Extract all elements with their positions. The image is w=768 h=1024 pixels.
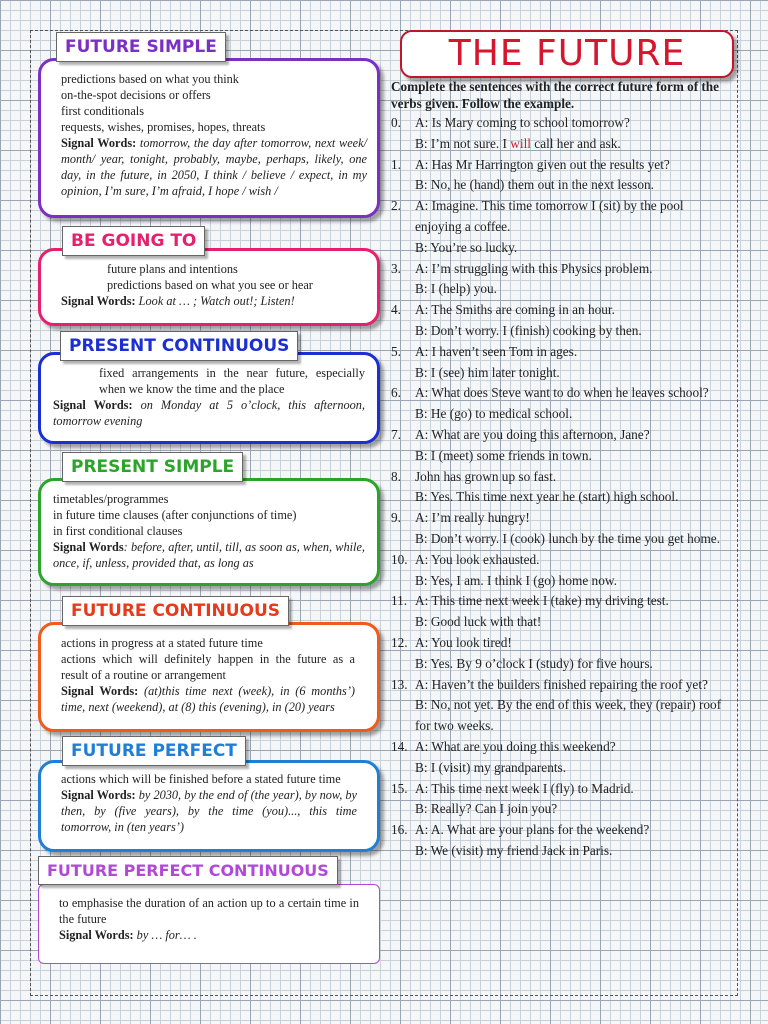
exercise-number: 9. bbox=[391, 510, 401, 526]
signal-label: Signal Words: bbox=[61, 684, 139, 698]
speaker-a-line: A: I’m really hungry! bbox=[415, 510, 530, 526]
exercise-item bbox=[391, 737, 731, 779]
future-simple-box bbox=[38, 58, 380, 218]
speaker-a-line: A: Imagine. This time tomorrow I (sit) by the pool enjoying a coffee. bbox=[415, 198, 684, 234]
exercise-item bbox=[391, 342, 731, 384]
list-item: predictions based on what you see or hear bbox=[107, 278, 313, 292]
future-perfect-box bbox=[38, 760, 380, 852]
speaker-a-line: A: What does Steve want to do when he leaves school? bbox=[415, 385, 709, 401]
speaker-b-line: B: Yes. By 9 o’clock I (study) for five hours. bbox=[415, 655, 653, 671]
list-item: in future time clauses (after conjunctions of time) bbox=[53, 508, 297, 522]
list-item: requests, wishes, promises, hopes, threats bbox=[61, 120, 266, 134]
signal-label: Signal Words: bbox=[61, 294, 136, 308]
list-item: future plans and intentions bbox=[107, 262, 238, 276]
be-going-to-box bbox=[38, 248, 380, 326]
speaker-b-line: B: I (see) him later tonight. bbox=[415, 364, 560, 380]
exercise-item bbox=[391, 467, 731, 509]
speaker-a-line: A: I haven’t seen Tom in ages. bbox=[415, 343, 578, 359]
exercise-item bbox=[391, 383, 731, 425]
speaker-a-line: A: This time next week I (take) my driving test. bbox=[415, 593, 669, 609]
speaker-b-line: B: Good luck with that! bbox=[415, 614, 542, 630]
speaker-a-line: A: This time next week I (fly) to Madrid. bbox=[415, 780, 634, 796]
exercise-number: 5. bbox=[391, 343, 401, 359]
speaker-b-line: B: No, not yet. By the end of this week, they (repair) roof for two weeks. bbox=[415, 697, 722, 734]
answer-suffix: call her and ask. bbox=[530, 135, 621, 151]
exercise-item bbox=[391, 820, 731, 862]
speaker-a-line: A: What are you doing this afternoon, Jane? bbox=[415, 426, 650, 442]
future-perfect-continuous-box bbox=[38, 884, 380, 964]
speaker-a-line: A: What are you doing this weekend? bbox=[415, 738, 616, 754]
speaker-b-line: B: Really? Can I join you? bbox=[415, 801, 558, 817]
section-title-present-simple: PRESENT SIMPLE bbox=[62, 452, 243, 482]
speaker-b-line: B: No, he (hand) them out in the next lesson. bbox=[415, 177, 654, 193]
exercise-number: 16. bbox=[391, 822, 408, 838]
example-answer: will bbox=[510, 135, 531, 151]
signal-values: tomorrow, the day after tomorrow, next week/ month/ year, tonight, probably, maybe, perhaps, likely, one day, in the future, in 2050, I think / believe / expect, in my opinion, I’m sure, I’m afraid, I hope / wish / bbox=[61, 136, 368, 198]
speaker-a-line: A: You look exhausted. bbox=[415, 551, 540, 567]
speaker-b-line: B: He (go) to medical school. bbox=[415, 406, 573, 422]
present-simple-box bbox=[38, 478, 380, 586]
answer-prefix: B: I’m not sure. I bbox=[415, 135, 511, 151]
exercise-number: 10. bbox=[391, 551, 408, 567]
exercise-number: 1. bbox=[391, 156, 401, 172]
exercise-number: 13. bbox=[391, 676, 408, 692]
exercise-item bbox=[391, 508, 731, 550]
exercise-item bbox=[391, 633, 731, 675]
list-item: fixed arrangements in the near future, especially when we know the time and the place bbox=[99, 366, 365, 396]
exercise-item bbox=[391, 779, 731, 821]
list-item: actions in progress at a stated future time bbox=[61, 636, 263, 650]
section-title-future-perfect-continuous: FUTURE PERFECT CONTINUOUS bbox=[38, 856, 338, 885]
speaker-b-line: B: Yes, I am. I think I (go) home now. bbox=[415, 572, 617, 588]
exercise-number: 15. bbox=[391, 780, 408, 796]
exercise-item bbox=[391, 113, 731, 155]
speaker-b-line bbox=[415, 134, 731, 155]
exercise-number: 12. bbox=[391, 634, 408, 650]
speaker-b-line: B: Don’t worry. I (finish) cooking by then. bbox=[415, 322, 642, 338]
list-item: actions which will be finished before a stated future time bbox=[61, 772, 341, 786]
signal-label: Signal Words: bbox=[59, 928, 134, 942]
section-title-future-simple: FUTURE SIMPLE bbox=[56, 32, 226, 62]
list-item: in first conditional clauses bbox=[53, 524, 183, 538]
exercise-item bbox=[391, 300, 731, 342]
speaker-a-line: John has grown up so fast. bbox=[415, 468, 557, 484]
exercise-number: 6. bbox=[391, 385, 401, 401]
signal-values: on Monday at 5 o’clock, this afternoon, tomorrow evening bbox=[53, 398, 365, 428]
signal-words bbox=[59, 927, 359, 943]
speaker-b-line: B: I (visit) my grandparents. bbox=[415, 759, 567, 775]
page-title: THE FUTURE bbox=[400, 30, 734, 78]
signal-values: : before, after, until, till, as soon as, when, while, once, if, unless, provided that, as long as bbox=[53, 540, 365, 570]
exercise-number: 2. bbox=[391, 198, 401, 214]
signal-words bbox=[61, 683, 355, 715]
speaker-b-line: B: I (meet) some friends in town. bbox=[415, 447, 592, 463]
exercise-item bbox=[391, 550, 731, 592]
section-title-present-continuous: PRESENT CONTINUOUS bbox=[60, 331, 298, 361]
signal-words bbox=[53, 397, 365, 429]
speaker-b-line: B: You’re so lucky. bbox=[415, 239, 518, 255]
exercise-item bbox=[391, 259, 731, 301]
list-item: first conditionals bbox=[61, 104, 144, 118]
exercise-number: 4. bbox=[391, 302, 401, 318]
speaker-a-line: A: Is Mary coming to school tomorrow? bbox=[415, 115, 630, 130]
signal-values: Look at … ; Watch out!; Listen! bbox=[135, 294, 295, 308]
speaker-b-line: B: Don’t worry. I (cook) lunch by the time you get home. bbox=[415, 530, 721, 546]
signal-words bbox=[61, 787, 357, 835]
speaker-a-line: A: You look tired! bbox=[415, 634, 512, 650]
section-title-future-continuous: FUTURE CONTINUOUS bbox=[62, 596, 289, 626]
exercise-number: 0. bbox=[391, 115, 401, 130]
section-title-future-perfect: FUTURE PERFECT bbox=[62, 736, 246, 766]
instructions: Complete the sentences with the correct future form of the verbs given. Follow the example. bbox=[391, 79, 719, 111]
list-item: timetables/programmes bbox=[53, 492, 169, 506]
speaker-a-line: A: Haven’t the builders finished repairing the roof yet? bbox=[415, 676, 708, 692]
list-item: on-the-spot decisions or offers bbox=[61, 88, 211, 102]
signal-values: by 2030, by the end of (the year), by now, by then, by (five years), by the time (you)..., this time tomorrow, in (ten years’) bbox=[61, 788, 357, 834]
signal-values: by … for… . bbox=[133, 928, 197, 942]
exercise-item bbox=[391, 425, 731, 467]
signal-words bbox=[61, 135, 367, 199]
signal-label: Signal Words: bbox=[61, 788, 136, 802]
exercise-number: 11. bbox=[391, 593, 408, 609]
future-continuous-box bbox=[38, 622, 380, 732]
signal-words bbox=[61, 293, 357, 309]
signal-label: Signal Words bbox=[53, 540, 124, 554]
present-continuous-box bbox=[38, 352, 380, 444]
signal-label: Signal Words: bbox=[53, 398, 133, 412]
list-item: to emphasise the duration of an action up to a certain time in the future bbox=[59, 896, 359, 926]
list-item: predictions based on what you think bbox=[61, 72, 239, 86]
signal-label: Signal Words: bbox=[61, 136, 137, 150]
exercise-number: 3. bbox=[391, 260, 401, 276]
signal-words bbox=[53, 539, 365, 571]
exercise-item bbox=[391, 155, 731, 197]
speaker-a-line: A: A. What are your plans for the weekend? bbox=[415, 822, 650, 838]
exercise-list bbox=[391, 113, 731, 862]
exercise-item bbox=[391, 591, 731, 633]
list-item: actions which will definitely happen in the future as a result of a routine or arrangement bbox=[61, 652, 355, 682]
exercise-number: 14. bbox=[391, 738, 408, 754]
exercise-number: 8. bbox=[391, 468, 401, 484]
speaker-b-line: B: I (help) you. bbox=[415, 281, 497, 297]
exercise-item bbox=[391, 675, 731, 737]
speaker-b-line: B: Yes. This time next year he (start) high school. bbox=[415, 489, 679, 505]
exercise-item bbox=[391, 196, 731, 258]
speaker-a-line: A: Has Mr Harrington given out the results yet? bbox=[415, 156, 670, 172]
speaker-a-line: A: I’m struggling with this Physics problem. bbox=[415, 260, 653, 276]
signal-values: (at)this time next (week), in (6 months’) time, next (weekend), at (8) this (evening), in (20) years bbox=[61, 684, 356, 714]
speaker-a-line: A: The Smiths are coming in an hour. bbox=[415, 302, 615, 318]
section-title-be-going-to: BE GOING TO bbox=[62, 226, 205, 256]
speaker-b-line: B: We (visit) my friend Jack in Paris. bbox=[415, 842, 613, 858]
exercise-number: 7. bbox=[391, 426, 401, 442]
